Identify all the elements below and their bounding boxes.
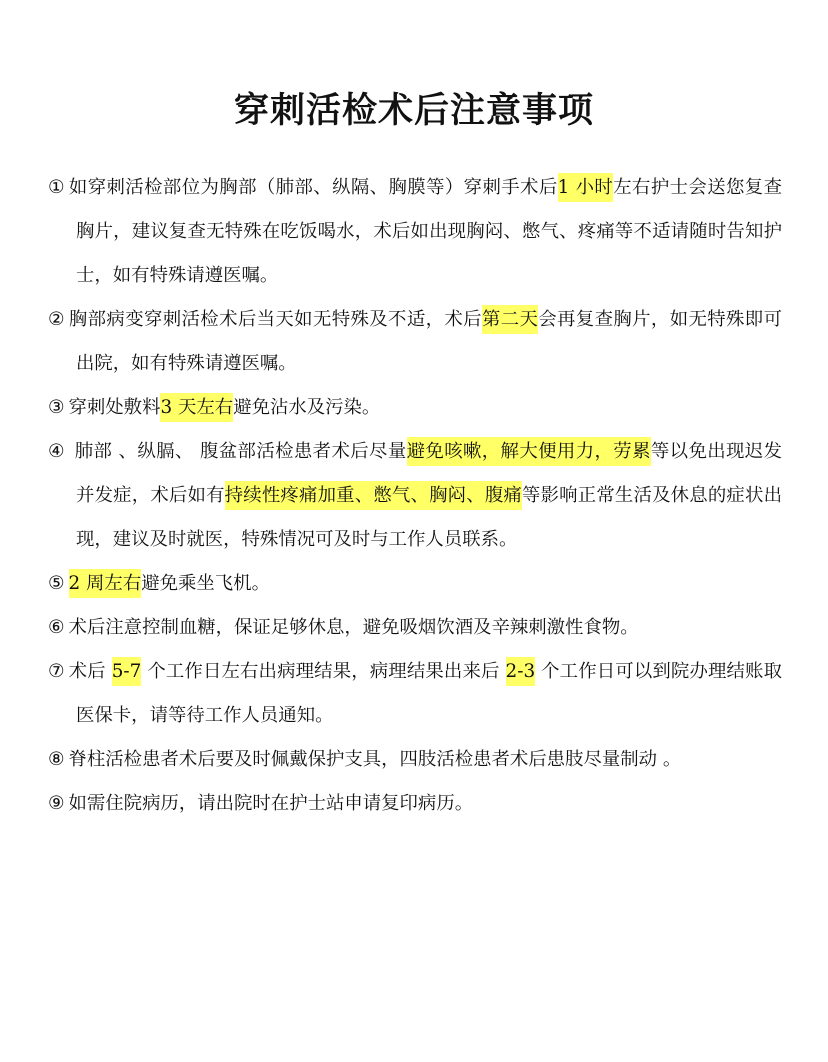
item-number: ⑤ (48, 573, 65, 594)
page-title: 穿刺活检术后注意事项 (233, 91, 594, 131)
item-text: 个工作日左右出病理结果，病理结果出来后 (141, 661, 506, 682)
item-text: 如穿刺活检部位为胸部（肺部、纵隔、胸膜等）穿刺手术后 (68, 177, 558, 198)
item-number: ⑨ (48, 793, 65, 814)
item-text: 等以免出现迟发并发症，术后如有 (76, 441, 782, 506)
item-text: 胸部病变穿刺活检术后当天如无特殊及不适，术后 (68, 309, 482, 330)
item-number: ⑦ (48, 661, 65, 682)
item-text: 避免沾水及污染。 (233, 397, 381, 418)
notice-item-8 (48, 738, 782, 782)
item-text: 术后注意控制血糖，保证足够休息，避免吸烟饮酒及辛辣刺激性食物。 (68, 617, 639, 638)
item-number: ⑥ (48, 617, 65, 638)
notice-item-7 (48, 650, 782, 738)
highlighted-text: 避免咳嗽，解大便用力，劳累 (407, 437, 651, 466)
item-text: 如需住院病历，请出院时在护士站申请复印病历。 (68, 793, 474, 814)
highlighted-text: 持续性疼痛加重、憋气、胸闷、腹痛 (225, 481, 522, 510)
highlighted-text: 1 小时 (558, 173, 614, 202)
notice-item-1 (48, 166, 782, 298)
highlighted-text: 2-3 (506, 657, 536, 686)
item-text: 术后 (68, 661, 112, 682)
notice-item-5 (48, 562, 782, 606)
notice-item-2 (48, 298, 782, 386)
notice-item-3 (48, 386, 782, 430)
item-text: 等影响正常生活及休息的症状出现，建议及时就医，特殊情况可及时与工作人员联系。 (76, 485, 782, 550)
item-text: 肺部 、纵膈、 腹盆部活检患者术后尽量 (68, 441, 407, 462)
item-number: ④ (48, 441, 65, 462)
highlighted-text: 第二天 (482, 305, 538, 334)
highlighted-text: 2 周左右 (69, 569, 142, 598)
item-number: ⑧ (48, 749, 65, 770)
item-number: ③ (48, 397, 65, 418)
notice-item-6 (48, 606, 782, 650)
notice-item-9 (48, 782, 782, 826)
notice-list (48, 166, 782, 826)
item-text: 脊柱活检患者术后要及时佩戴保护支具，四肢活检患者术后患肢尽量制动 。 (68, 749, 682, 770)
item-number: ② (48, 309, 65, 330)
notice-item-4 (48, 430, 782, 562)
item-text: 会再复查胸片，如无特殊即可出院，如有特殊请遵医嘱。 (76, 309, 782, 374)
item-text: 避免乘坐飞机。 (141, 573, 270, 594)
highlighted-text: 5-7 (112, 657, 142, 686)
item-number: ① (48, 177, 65, 198)
item-text: 穿刺处敷料 (68, 397, 161, 418)
item-text: 左右护士会送您复查胸片，建议复查无特殊在吃饭喝水，术后如出现胸闷、憋气、疼痛等不适请随时告知护士，如有特殊请遵医嘱。 (76, 177, 782, 286)
item-text: 个工作日可以到院办理结账取医保卡，请等待工作人员通知。 (76, 661, 782, 726)
highlighted-text: 3 天左右 (160, 393, 233, 422)
